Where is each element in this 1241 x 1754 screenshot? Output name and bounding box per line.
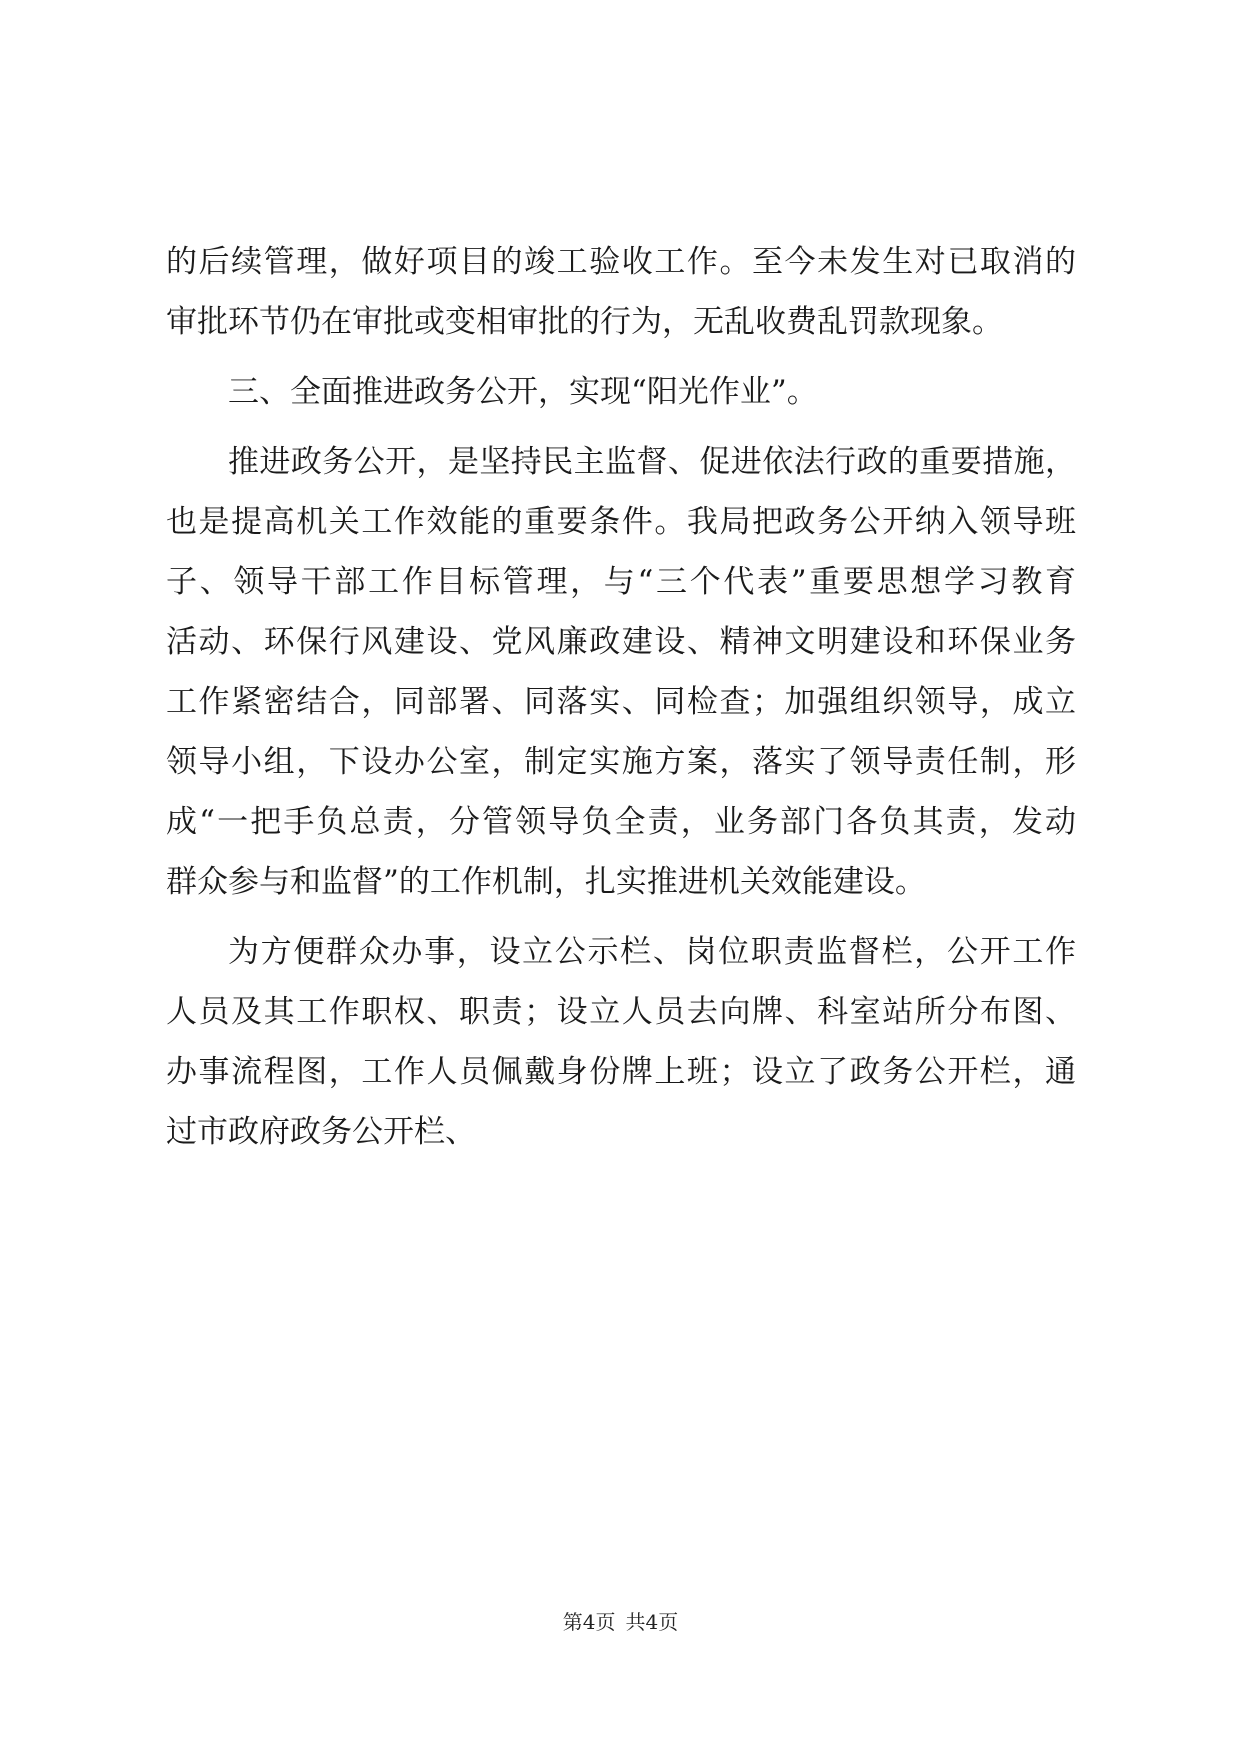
text-line: 人员及其工作职权、职责；设立人员去向牌、科室站所分布图、 xyxy=(166,994,1076,1030)
page-prefix: 第 xyxy=(562,1610,583,1634)
text-line: 过市政府政务公开栏、 xyxy=(166,1114,476,1150)
text-line: 审批环节仍在审批或变相审批的行为，无乱收费乱罚款现象。 xyxy=(166,304,1003,340)
paragraph-4 xyxy=(166,922,1076,1162)
total-suffix: 页 xyxy=(658,1610,679,1634)
page-suffix: 页 xyxy=(595,1610,616,1634)
text-line: 三、全面推进政务公开，实现“阳光作业”。 xyxy=(228,374,818,410)
text-line: 群众参与和监督”的工作机制，扎实推进机关效能建设。 xyxy=(166,864,926,900)
text-line: 也是提高机关工作效能的重要条件。我局把政务公开纳入领导班 xyxy=(166,504,1076,540)
text-line: 为方便群众办事，设立公示栏、岗位职责监督栏，公开工作 xyxy=(228,934,1076,970)
text-line: 领导小组，下设办公室，制定实施方案，落实了领导责任制，形 xyxy=(166,744,1076,780)
section-heading xyxy=(166,362,1076,422)
total-pages: 4 xyxy=(645,1610,659,1634)
page-footer xyxy=(0,1608,1241,1636)
text-line: 工作紧密结合，同部署、同落实、同检查；加强组织领导，成立 xyxy=(166,684,1076,720)
text-line: 推进政务公开，是坚持民主监督、促进依法行政的重要措施， xyxy=(228,444,1076,480)
document-body xyxy=(166,232,1076,1162)
text-line: 办事流程图，工作人员佩戴身份牌上班；设立了政务公开栏，通 xyxy=(166,1054,1076,1090)
text-line: 子、领导干部工作目标管理，与“三个代表”重要思想学习教育 xyxy=(166,564,1076,600)
text-line: 活动、环保行风建设、党风廉政建设、精神文明建设和环保业务 xyxy=(166,624,1076,660)
paragraph-1 xyxy=(166,232,1076,352)
page-number: 4 xyxy=(582,1610,596,1634)
text-line: 的后续管理，做好项目的竣工验收工作。至今未发生对已取消的 xyxy=(166,244,1076,280)
paragraph-3 xyxy=(166,432,1076,912)
text-line: 成“一把手负总责，分管领导负全责，业务部门各负其责，发动 xyxy=(166,804,1076,840)
total-prefix: 共 xyxy=(625,1610,646,1634)
